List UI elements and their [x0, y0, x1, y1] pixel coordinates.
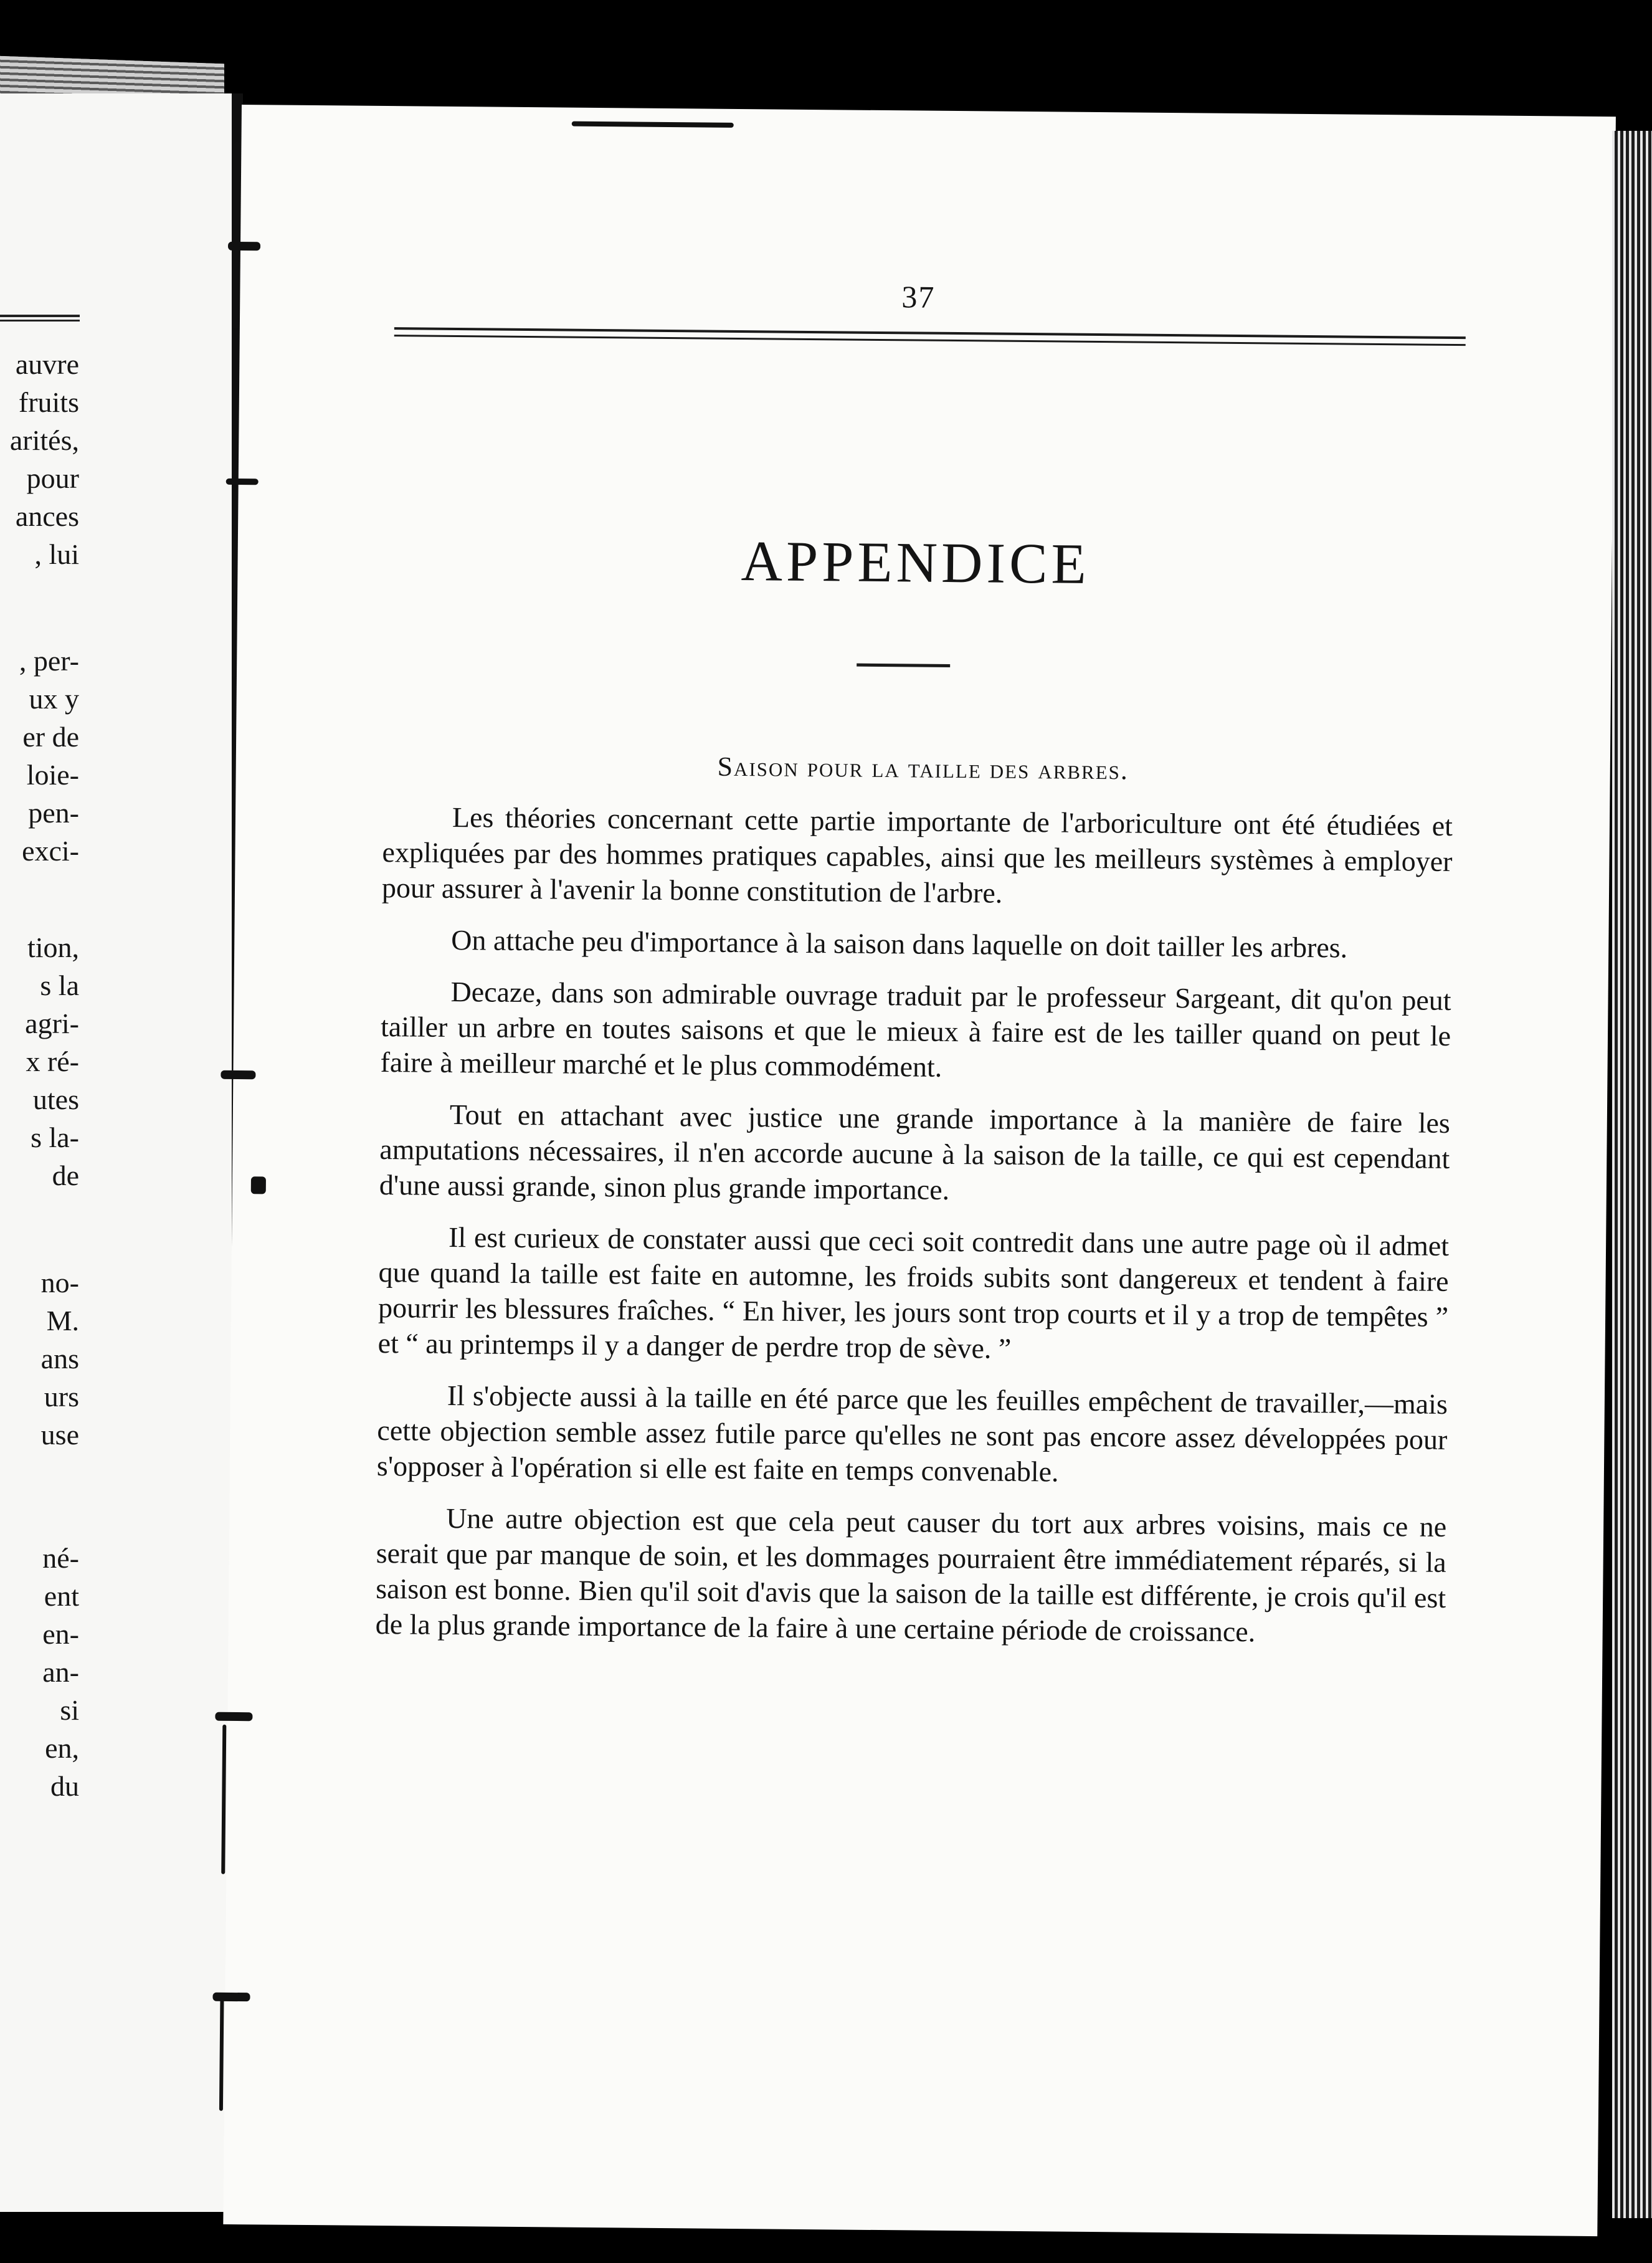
- paragraph: Il est curieux de constater aussi que ceci soit contredit dans une autre page où il admet que quand la taille est faite en automne, les froids subits sont dangereux et tendent à faire pourrir les blessures fraîches. “ En hiver, les jours sont trop courts et il y a trop de tempêtes ” et “ au printemps il y a danger de perdre trop de sève. ”: [377, 1221, 1450, 1365]
- left-facing-page: [0, 93, 232, 2212]
- left-fragment: fruits: [18, 386, 79, 418]
- left-fragment: arités,: [9, 424, 79, 456]
- left-fragment: s la-: [31, 1122, 79, 1153]
- left-fragment: loie-: [26, 759, 79, 791]
- left-fragment: ent: [44, 1580, 79, 1612]
- paragraph: Les théories concernant cette partie importante de l'arboriculture ont été étudiées et expliquées par des hommes pratiques capables, ainsi que les meilleurs systèmes à employer pour assurer à l'avenir la bonne constitution de l'arbre.: [381, 801, 1453, 909]
- left-page-rule: [0, 315, 80, 322]
- body-text: [375, 799, 1453, 1667]
- left-fragment-block-1: [10, 345, 79, 573]
- left-fragment: ances: [15, 500, 79, 532]
- left-fragment: auvre: [15, 348, 79, 380]
- left-fragment: si: [60, 1694, 79, 1726]
- binding-stitch-mark: [251, 1176, 266, 1194]
- left-fragment: urs: [44, 1381, 79, 1413]
- page-number: 37: [901, 279, 936, 315]
- left-fragment: tion,: [27, 931, 79, 963]
- header-double-rule: [394, 327, 1466, 346]
- left-fragment-block-4: [41, 1264, 79, 1454]
- heading-rule: [857, 664, 950, 667]
- page-heading: APPENDICE: [741, 529, 1091, 596]
- left-fragment: M.: [46, 1305, 79, 1336]
- paragraph: Il s'objecte aussi à la taille en été parce que les feuilles empêchent de travailler,—mais cette objection semble assez futile parce qu'elles ne sont pas encore assez développées pour s'opposer à l'opération si elle est faite en temps convenable.: [376, 1379, 1448, 1488]
- paragraph: Decaze, dans son admirable ouvrage traduit par le professeur Sargeant, dit qu'on peut tailler un arbre en toutes saisons et que le mieux à faire est de les tailler quand on peut le faire à meilleur marché et le plus commodément.: [380, 975, 1451, 1083]
- left-fragment: x ré-: [26, 1046, 79, 1077]
- left-fragment: an-: [42, 1656, 79, 1688]
- left-fragment: pen-: [28, 797, 79, 829]
- left-fragment-block-5: [42, 1539, 79, 1805]
- binding-stitch-mark: [226, 479, 259, 485]
- left-fragment: no-: [40, 1267, 79, 1298]
- left-fragment: , lui: [34, 538, 79, 570]
- left-fragment: en,: [45, 1732, 79, 1764]
- left-fragment: né-: [42, 1542, 79, 1574]
- left-fragment: de: [52, 1160, 79, 1191]
- left-fragment: pour: [26, 462, 79, 494]
- left-fragment: en-: [42, 1618, 79, 1650]
- left-fragment: use: [40, 1419, 79, 1451]
- binding-stitch-mark: [221, 1070, 255, 1079]
- left-fragment: ux y: [29, 683, 79, 715]
- left-fragment: , per-: [19, 645, 79, 677]
- left-fragment-block-3: [25, 928, 79, 1194]
- top-ink-mark: [572, 121, 734, 128]
- page-edges-right: [1612, 131, 1652, 2218]
- main-page: [223, 105, 1616, 2236]
- paragraph: Une autre objection est que cela peut causer du tort aux arbres voisins, mais ce ne serait que par manque de soin, et les dommages pourraient être immédiatement réparés, si la saison est bonne. Bien qu'il soit d'avis que la saison de la taille est différente, je crois qu'il est de la plus grande importance de la faire à une certaine période de croissance.: [375, 1502, 1447, 1648]
- left-fragment: utes: [32, 1084, 79, 1115]
- left-fragment: exci-: [22, 835, 79, 867]
- paragraph: Tout en attachant avec justice une grande importance à la manière de faire les amputations nécessaires, il n'en accorde aucune à la saison de la taille, ce qui est cependant d'une aussi grande, sinon plus grande importance.: [379, 1098, 1451, 1206]
- left-fragment-block-2: [19, 642, 79, 870]
- left-fragment: du: [50, 1770, 79, 1802]
- left-fragment: agri-: [25, 1008, 79, 1039]
- binding-stitch-mark: [212, 1993, 250, 2002]
- left-fragment: er de: [22, 721, 79, 753]
- left-fragment: s la: [40, 970, 79, 1001]
- binding-stitch-mark: [215, 1712, 252, 1722]
- section-title: Saison pour la taille des arbres.: [717, 751, 1129, 786]
- paragraph: On attache peu d'importance à la saison dans laquelle on doit tailler les arbres.: [451, 923, 1348, 964]
- left-fragment: ans: [40, 1343, 79, 1374]
